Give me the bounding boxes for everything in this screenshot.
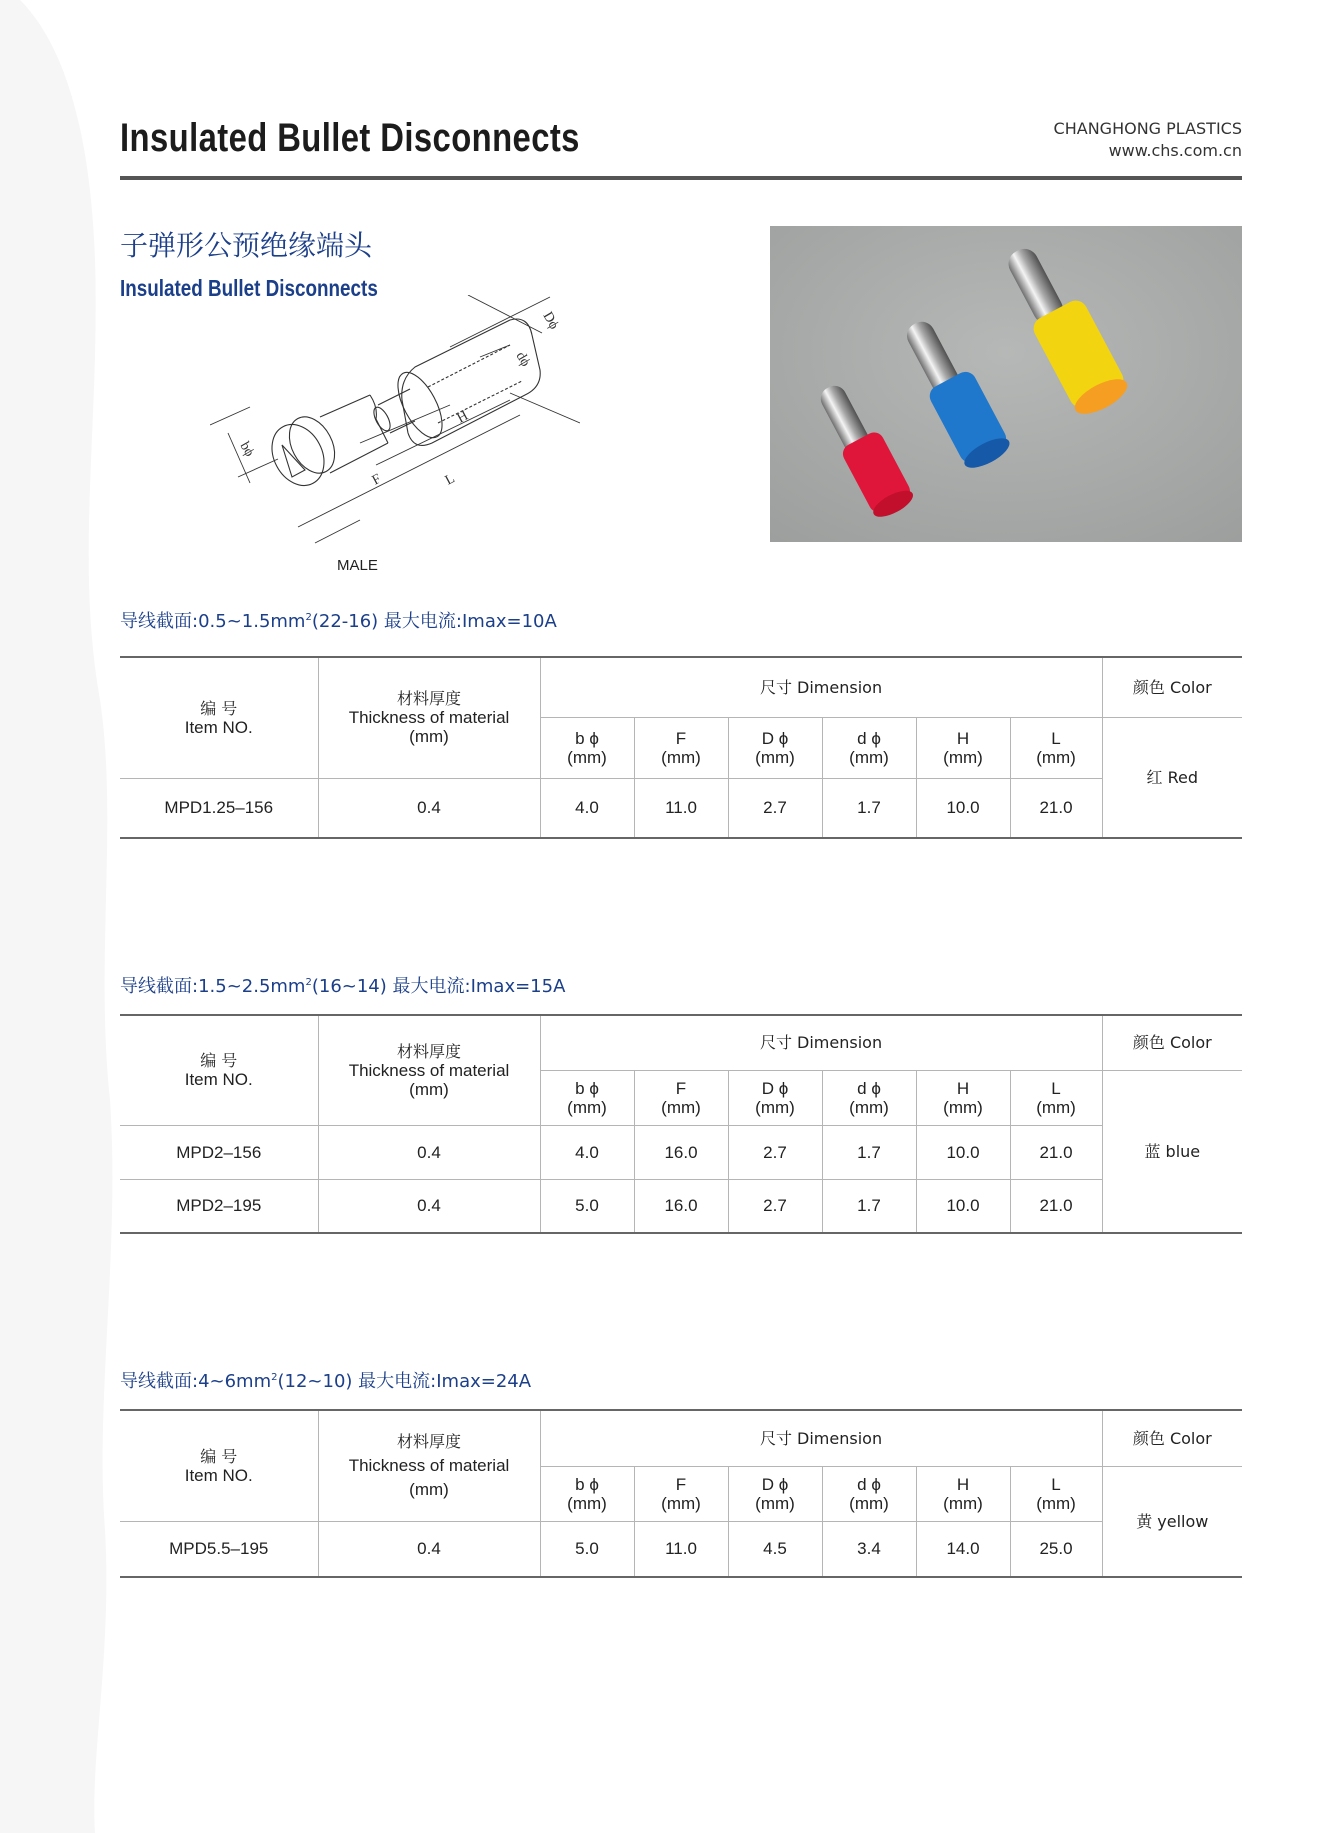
val-D: 2.7: [728, 1179, 822, 1233]
header-item: [120, 1015, 318, 1125]
val-H: 14.0: [916, 1521, 1010, 1577]
item-no: MPD2–156: [120, 1125, 318, 1179]
spec-superscript: 2: [305, 977, 312, 988]
col-name: D ϕ: [761, 1474, 789, 1494]
col-unit: (mm): [849, 1493, 889, 1513]
spec-line-3: [120, 1367, 531, 1393]
thickness: 0.4: [318, 778, 540, 838]
spec-table-2: [120, 1014, 1242, 1234]
col-unit: (mm): [661, 747, 701, 767]
header-dimension: 尺寸 Dimension: [540, 1410, 1102, 1466]
item-no: MPD2–195: [120, 1179, 318, 1233]
dim-label-H: H: [454, 408, 471, 427]
val-L: 21.0: [1010, 778, 1102, 838]
header-thickness-unit: (mm): [409, 727, 449, 747]
val-D: 4.5: [728, 1521, 822, 1577]
diagram-caption: MALE: [337, 557, 378, 574]
col-b: [540, 1070, 634, 1125]
company-url: www.chs.com.cn: [1108, 141, 1242, 160]
spec-superscript: 2: [305, 612, 312, 623]
col-name: L: [1051, 728, 1061, 748]
spec-cross-section: 导线截面:0.5~1.5mm: [120, 611, 306, 632]
header-thickness-cn: 材料厚度: [396, 1041, 461, 1061]
col-unit: (mm): [661, 1493, 701, 1513]
item-no: MPD1.25–156: [120, 778, 318, 838]
item-no: MPD5.5–195: [120, 1521, 318, 1577]
spec-cross-section: 导线截面:1.5~2.5mm: [120, 976, 306, 997]
spec-current: (22-16) 最大电流:Imax=10A: [311, 611, 557, 632]
background-decoration: [0, 0, 130, 1833]
col-unit: (mm): [943, 747, 983, 767]
thickness: 0.4: [318, 1521, 540, 1577]
col-unit: (mm): [849, 1097, 889, 1117]
header-thickness-cn: 材料厚度: [396, 1431, 461, 1451]
col-unit: (mm): [1036, 1493, 1076, 1513]
dim-label-F: F: [369, 471, 384, 489]
header-dimension: 尺寸 Dimension: [540, 657, 1102, 717]
spec-line-2: [120, 972, 565, 998]
col-unit: (mm): [849, 747, 889, 767]
header-item-en: Item NO.: [184, 717, 253, 737]
val-L: 21.0: [1010, 1125, 1102, 1179]
header-item-cn: 编 号: [200, 1446, 238, 1466]
col-unit: (mm): [661, 1097, 701, 1117]
spec-superscript: 2: [271, 1372, 278, 1383]
col-L: [1010, 717, 1102, 778]
header-thickness-unit: (mm): [409, 1079, 449, 1099]
col-name: b ϕ: [575, 1474, 599, 1494]
col-d: [822, 1466, 916, 1521]
header-row: [120, 1410, 1242, 1466]
col-name: b ϕ: [575, 1078, 599, 1098]
col-name: F: [675, 728, 687, 748]
spec-current: (12~10) 最大电流:Imax=24A: [277, 1371, 532, 1392]
thickness: 0.4: [318, 1179, 540, 1233]
val-b: 4.0: [540, 1125, 634, 1179]
col-H: [916, 1466, 1010, 1521]
val-d: 1.7: [822, 778, 916, 838]
color-cell: 黄 yellow: [1102, 1466, 1242, 1577]
section-title-en: Insulated Bullet Disconnects: [120, 275, 378, 301]
table-row: [120, 1125, 1242, 1179]
header-item: [120, 1410, 318, 1521]
header-row: [120, 657, 1242, 717]
col-name: F: [675, 1474, 687, 1494]
product-photo: [770, 226, 1242, 542]
col-H: [916, 717, 1010, 778]
header-color: 颜色 Color: [1102, 1015, 1242, 1070]
header-item-cn: 编 号: [200, 698, 238, 718]
val-d: 1.7: [822, 1125, 916, 1179]
header-divider: [120, 176, 1242, 180]
col-D: [728, 1466, 822, 1521]
spec-table-1: [120, 656, 1242, 839]
col-unit: (mm): [755, 1097, 795, 1117]
dim-label-D: Dϕ: [539, 309, 562, 333]
header-thickness-en: Thickness of material: [348, 1455, 510, 1475]
color-cell: 蓝 blue: [1102, 1070, 1242, 1233]
col-L: [1010, 1466, 1102, 1521]
header-color: 颜色 Color: [1102, 1410, 1242, 1466]
thickness: 0.4: [318, 1125, 540, 1179]
val-D: 2.7: [728, 1125, 822, 1179]
dim-label-d: dϕ: [512, 349, 533, 370]
col-d: [822, 1070, 916, 1125]
col-name: d ϕ: [857, 728, 881, 748]
val-d: 3.4: [822, 1521, 916, 1577]
company-name: CHANGHONG PLASTICS: [1053, 119, 1242, 138]
col-unit: (mm): [755, 1493, 795, 1513]
val-F: 16.0: [634, 1125, 728, 1179]
col-D: [728, 1070, 822, 1125]
col-H: [916, 1070, 1010, 1125]
col-L: [1010, 1070, 1102, 1125]
col-unit: (mm): [755, 747, 795, 767]
col-unit: (mm): [567, 1493, 607, 1513]
header-row: [120, 1015, 1242, 1070]
col-unit: (mm): [567, 747, 607, 767]
col-unit: (mm): [1036, 1097, 1076, 1117]
header-item-cn: 编 号: [200, 1051, 238, 1071]
val-H: 10.0: [916, 1125, 1010, 1179]
connector-diagram: [210, 295, 580, 585]
col-F: [634, 1466, 728, 1521]
val-H: 10.0: [916, 778, 1010, 838]
col-unit: (mm): [567, 1097, 607, 1117]
header-thickness: [318, 1015, 540, 1125]
val-D: 2.7: [728, 778, 822, 838]
header-thickness-unit: (mm): [409, 1479, 449, 1499]
header-dimension: 尺寸 Dimension: [540, 1015, 1102, 1070]
col-unit: (mm): [943, 1097, 983, 1117]
val-b: 4.0: [540, 778, 634, 838]
spec-table-3: [120, 1409, 1242, 1578]
spec-line-1: [120, 607, 557, 633]
val-b: 5.0: [540, 1521, 634, 1577]
section-title-cn: 子弹形公预绝缘端头: [120, 229, 373, 262]
col-name: H: [956, 728, 970, 748]
table-row: [120, 1521, 1242, 1577]
col-name: D ϕ: [761, 728, 789, 748]
col-name: L: [1051, 1474, 1061, 1494]
col-name: D ϕ: [761, 1078, 789, 1098]
col-name: H: [956, 1078, 970, 1098]
col-unit: (mm): [1036, 747, 1076, 767]
color-cell: 红 Red: [1102, 717, 1242, 838]
val-F: 16.0: [634, 1179, 728, 1233]
header-thickness: [318, 1410, 540, 1521]
col-name: b ϕ: [575, 728, 599, 748]
table-row: [120, 778, 1242, 838]
header-thickness-en: Thickness of material: [348, 708, 510, 728]
header-item-en: Item NO.: [184, 1465, 253, 1485]
col-name: F: [675, 1078, 687, 1098]
header-item-en: Item NO.: [184, 1070, 253, 1090]
header-color: 颜色 Color: [1102, 657, 1242, 717]
col-b: [540, 1466, 634, 1521]
dim-label-b: bϕ: [236, 439, 257, 460]
val-d: 1.7: [822, 1179, 916, 1233]
val-F: 11.0: [634, 1521, 728, 1577]
val-L: 21.0: [1010, 1179, 1102, 1233]
header-thickness-en: Thickness of material: [348, 1060, 510, 1080]
val-b: 5.0: [540, 1179, 634, 1233]
col-name: d ϕ: [857, 1474, 881, 1494]
spec-current: (16~14) 最大电流:Imax=15A: [311, 976, 566, 997]
header-item: [120, 657, 318, 778]
val-L: 25.0: [1010, 1521, 1102, 1577]
col-name: d ϕ: [857, 1078, 881, 1098]
col-b: [540, 717, 634, 778]
col-name: L: [1051, 1078, 1061, 1098]
val-H: 10.0: [916, 1179, 1010, 1233]
page-title: Insulated Bullet Disconnects: [120, 116, 580, 160]
brand-block: [1054, 118, 1242, 162]
col-F: [634, 1070, 728, 1125]
header-thickness: [318, 657, 540, 778]
col-name: H: [956, 1474, 970, 1494]
header-thickness-cn: 材料厚度: [396, 689, 461, 709]
val-F: 11.0: [634, 778, 728, 838]
col-F: [634, 717, 728, 778]
dim-label-L: L: [442, 471, 458, 489]
col-D: [728, 717, 822, 778]
col-d: [822, 717, 916, 778]
table-row: [120, 1179, 1242, 1233]
spec-cross-section: 导线截面:4~6mm: [120, 1371, 272, 1392]
col-unit: (mm): [943, 1493, 983, 1513]
